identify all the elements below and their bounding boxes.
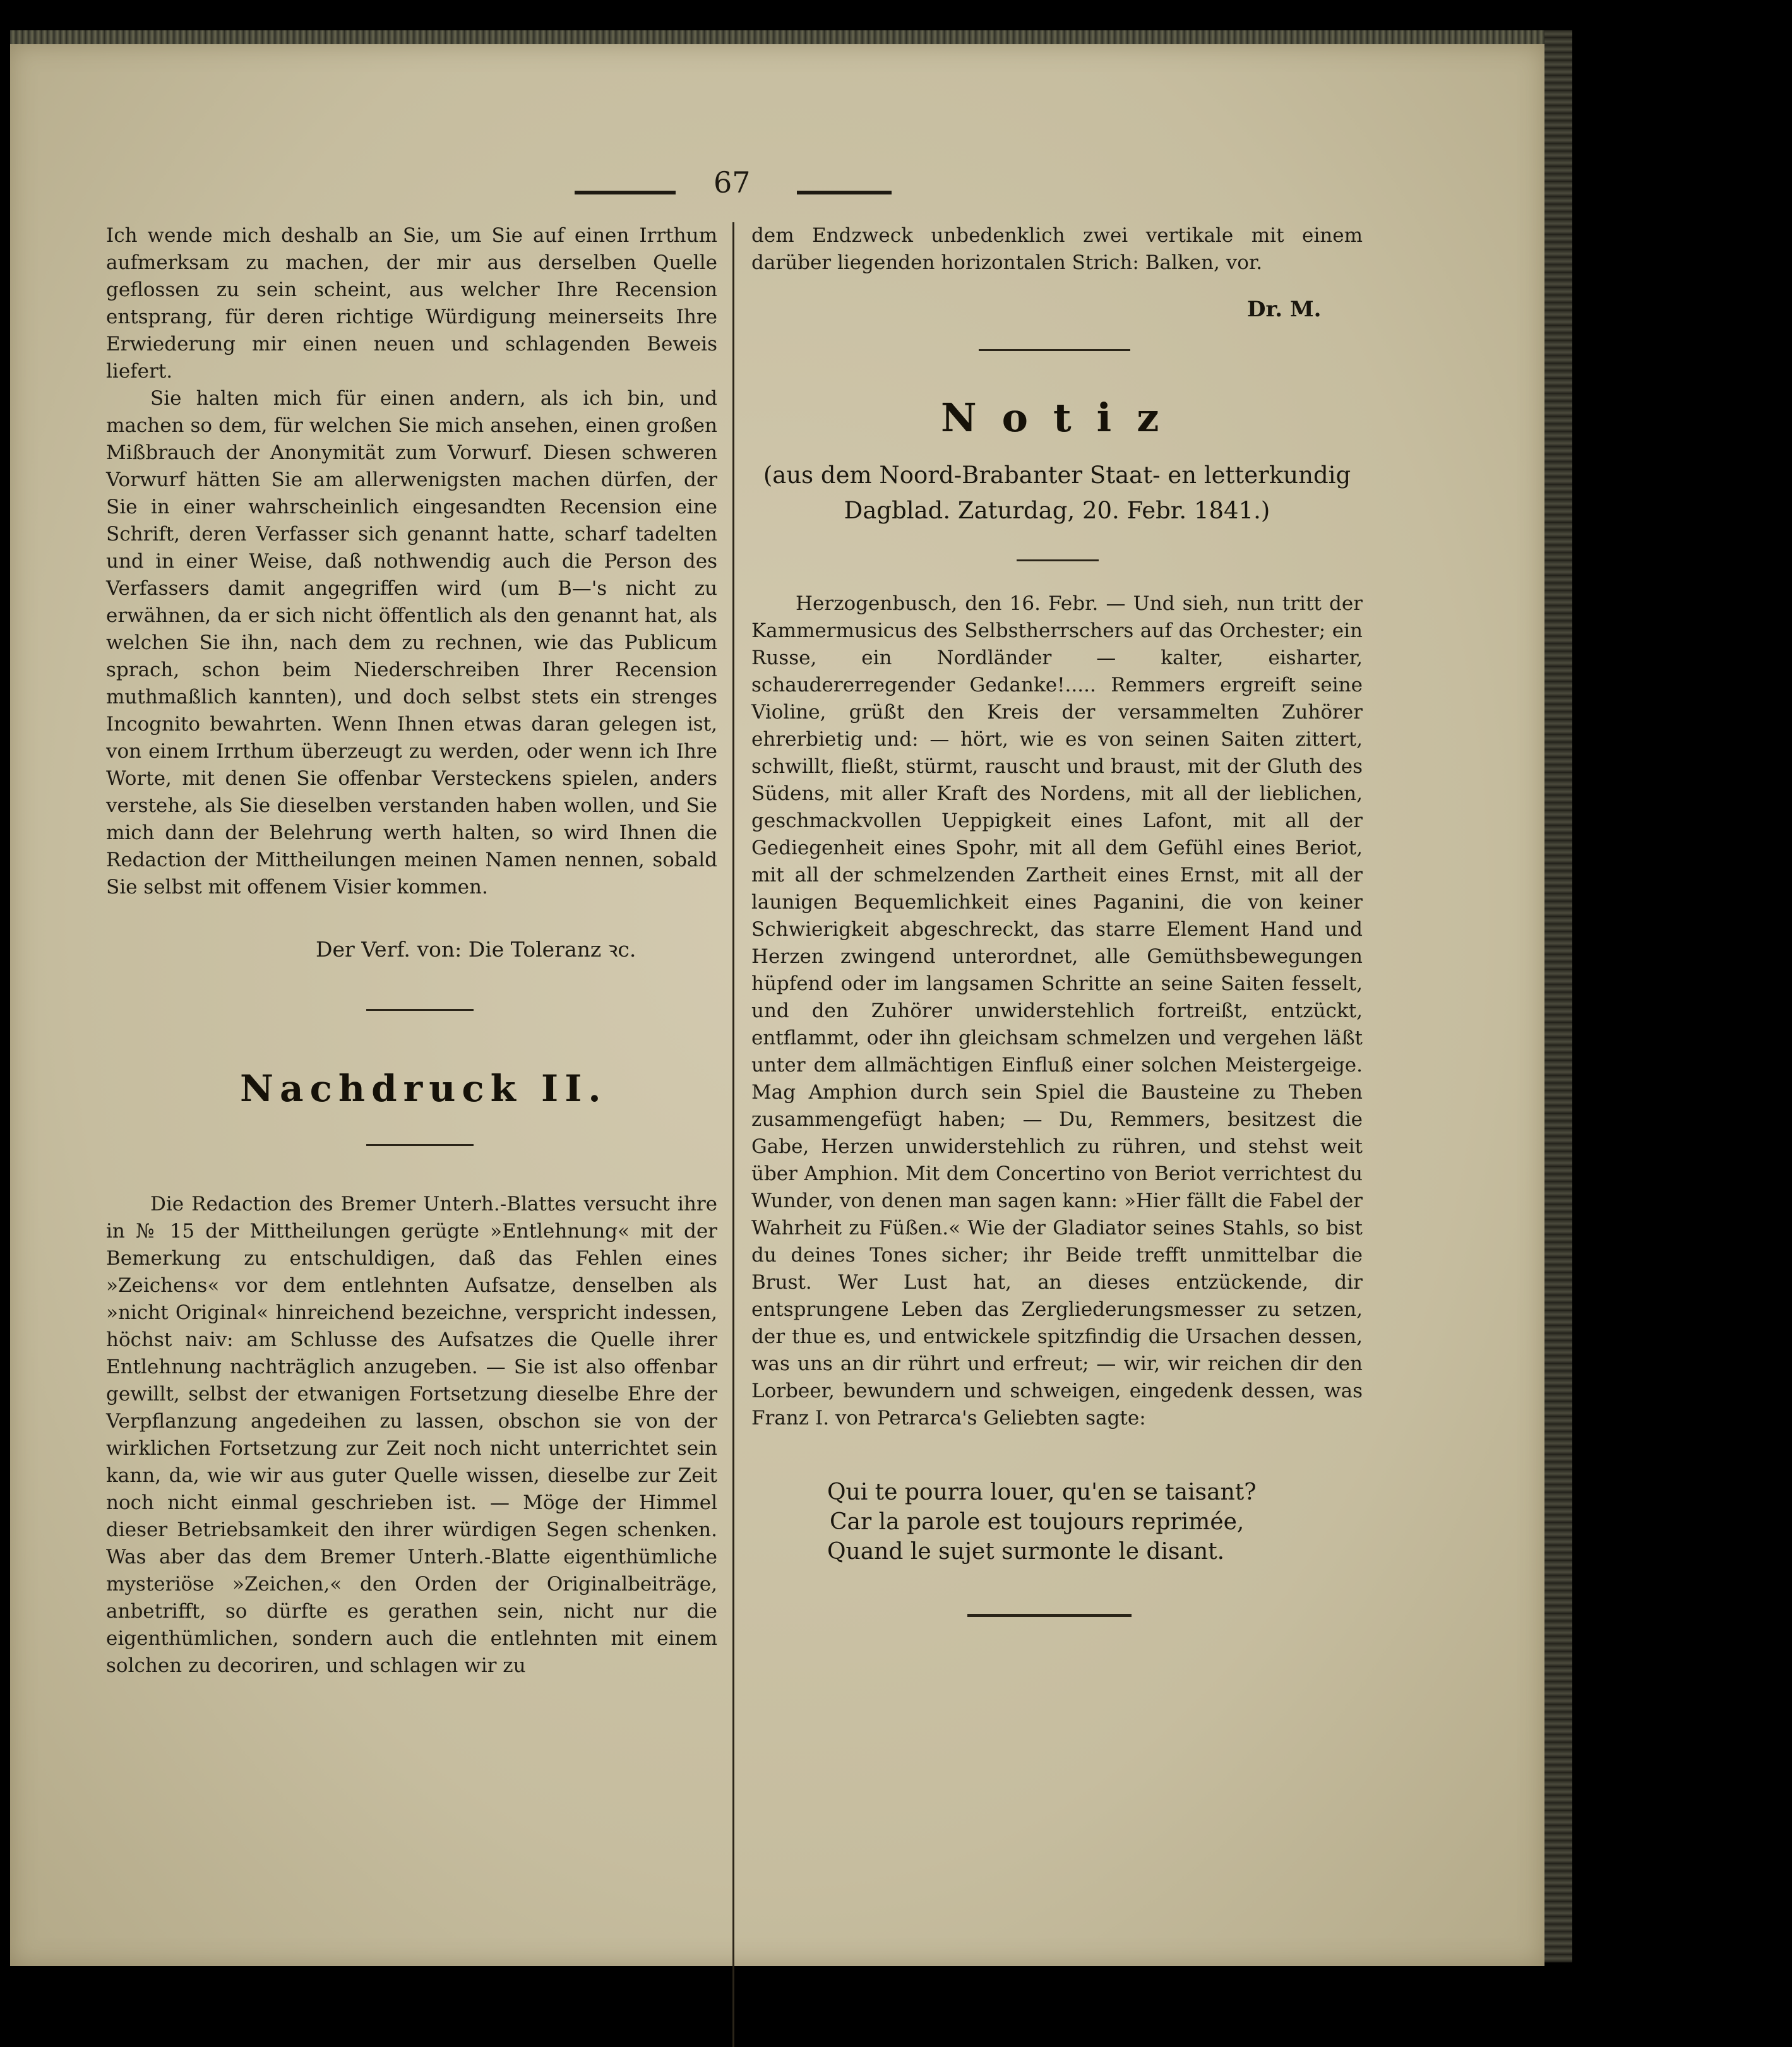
source-line: (aus dem Noord-Brabanter Staat- en letterkundig Dagblad. Zaturdag, 20. Febr. 1841.): [763, 462, 1351, 524]
page-binding-edge: [1544, 30, 1572, 1962]
page-number-rule-left: [575, 191, 676, 194]
right-signature: Dr. M.: [1247, 297, 1322, 322]
left-column: [106, 222, 717, 901]
page-number-rule-right: [797, 191, 892, 194]
section-rule: [366, 1009, 474, 1011]
heading-rule: [366, 1144, 474, 1146]
poem-line-2: Car la parole est toujours reprimée,: [830, 1509, 1245, 1535]
poem: [827, 1477, 1257, 1567]
page-number: 67: [714, 165, 751, 200]
notiz-section: [751, 590, 1363, 1432]
poem-line-1: Qui te pourra louer, qu'en se taisant?: [827, 1479, 1257, 1505]
notiz-rule: [1017, 559, 1099, 561]
section-heading-nachdruck: Nachdruck II.: [240, 1067, 607, 1110]
signature-rule: [979, 349, 1130, 351]
section-heading-notiz: Notiz: [941, 395, 1185, 441]
end-rule: [967, 1614, 1132, 1617]
column-divider: [732, 222, 734, 2047]
right-continuation: dem Endzweck unbedenklich zwei vertikale mit einem darüber liegenden horizontalen Strich: Balken, vor.: [751, 224, 1363, 274]
left-signature: Der Verf. von: Die Toleranz ꝛc.: [316, 937, 636, 962]
right-column-top: [751, 222, 1363, 277]
left-paragraph-2: Sie halten mich für einen andern, als ich bin, und machen so dem, für welchen Sie mich ansehen, einen großen Mißbrauch der Anonymität zum Vorwurf. Diesen schweren Vorwurf hätten Sie am allerwenigsten machen dürfen, der Sie in einer wahrscheinlich eingesandten Recension eine Schrift, deren Verfasser sich genannt hatte, scharf tadelten und in einer Weise, daß nothwendig auch die Person des Verfassers damit angegriffen wird (um B—'s nicht zu erwähnen, da er sich nicht öffentlich als den genannt hat, als welchen Sie ihn, nach dem zu rechnen, wie das Publicum sprach, schon beim Niederschreiben Ihrer Recension muthmaßlich kannten), und doch selbst stets ein strenges Incognito bewahrten. Wenn Ihnen etwas daran gelegen ist, von einem Irrthum überzeugt zu werden, oder wenn ich Ihre Worte, mit denen Sie offenbar Versteckens spielen, anders verstehe, als Sie dieselben verstanden haben wollen, und Sie mich dann der Belehrung werth halten, so wird Ihnen die Redaction der Mittheilungen meinen Namen nennen, sobald Sie selbst mit offenem Visier kommen.: [106, 387, 717, 898]
left-paragraph-1: Ich wende mich deshalb an Sie, um Sie auf einen Irrthum aufmerksam zu machen, der mir aus derselben Quelle geflossen zu sein scheint, aus welcher Ihre Recension entsprang, für deren richtige Würdigung meinerseits Ihre Erwiederung mir einen neuen und schlagenden Beweis liefert.: [106, 224, 717, 383]
nachdruck-text: Die Redaction des Bremer Unterh.-Blattes versucht ihre in № 15 der Mittheilungen gerügte »Entlehnung« mit der Bemerkung zu entschuldigen, daß das Fehlen eines »Zeichens« vor dem entlehnten Aufsatze, denselben als »nicht Original« hinreichend bezeichne, verspricht indessen, höchst naiv: am Schlusse des Aufsatzes die Quelle ihrer Entlehnung nachträglich anzugeben. — Sie ist also offenbar gewillt, selbst der etwanigen Fortsetzung dieselbe Ehre der Verpflanzung angedeihen zu lassen, obschon sie von der wirklichen Fortsetzung zur Zeit noch nicht unterrichtet sein kann, da, wie wir aus guter Quelle wissen, dieselbe zur Zeit noch nicht einmal geschrieben ist. — Möge der Himmel dieser Betriebsamkeit den ihrer würdigen Segen schenken. Was aber das dem Bremer Unterh.-Blatte eigenthümliche mysteriöse »Zeichen,« den Orden der Originalbeiträge, anbetrifft, so dürfte es gerathen sein, nicht nur die eigenthümlichen, sondern auch die entlehnten mit einem solchen zu decoriren, und schlagen wir zu: [106, 1193, 717, 1677]
poem-line-3: Quand le sujet surmonte le disant.: [827, 1539, 1225, 1565]
nachdruck-section: [106, 1191, 717, 1680]
notiz-body: Herzogenbusch, den 16. Febr. — Und sieh, nun tritt der Kammermusicus des Selbstherrschers auf das Orchester; ein Russe, ein Nordländer — kalter, eisharter, schaudererregender Gedanke!..... Remmers ergreift seine Violine, grüßt den Kreis der versammelten Zuhörer ehrerbietig und: — hört, wie es von seinen Saiten zittert, schwillt, fließt, stürmt, rauscht und braust, mit der Gluth des Südens, mit aller Kraft des Nordens, mit all der lieblichen, geschmackvollen Ueppigkeit eines Lafont, mit all der Gediegenheit eines Spohr, mit all dem Gefühl eines Beriot, mit all der schmelzenden Zartheit eines Ernst, mit all der launigen Bequemlichkeit eines Paganini, die von keiner Schwierigkeit abgeschreckt, das starre Element Hand und Herzen zwingend unterordnet, alle Gemüthsbewegungen hüpfend oder im langsamen Schritte an seine Saiten fesselt, und den Zuhörer unwiderstehlich fortreißt, entzückt, entflammt, oder ihn gleichsam schmelzen und vergehen läßt unter dem allmächtigen Einfluß einer solchen Meistergeige. Mag Amphion durch sein Spiel die Bausteine zu Theben zusammengefügt haben; — Du, Remmers, besitzest die Gabe, Herzen unwiderstehlich zu rühren, und stehst weit über Amphion. Mit dem Concertino von Beriot verrichtest du Wunder, von denen man sagen kann: »Hier fällt die Fabel der Wahrheit zu Füßen.« Wie der Gladiator seines Stahls, so bist du deines Tones sicher; ihr Beide trefft unmittelbar die Brust. Wer Lust hat, an dieses entzückende, dir entsprungene Leben das Zergliederungsmesser zu setzen, der thue es, und entwickele spitzfindig die Ursachen dessen, was uns an dir rührt und erfreut; — wir, wir reichen dir den Lorbeer, bewundern und schweigen, eingedenk dessen, was Franz I. von Petrarca's Geliebten sagte:: [751, 592, 1363, 1429]
